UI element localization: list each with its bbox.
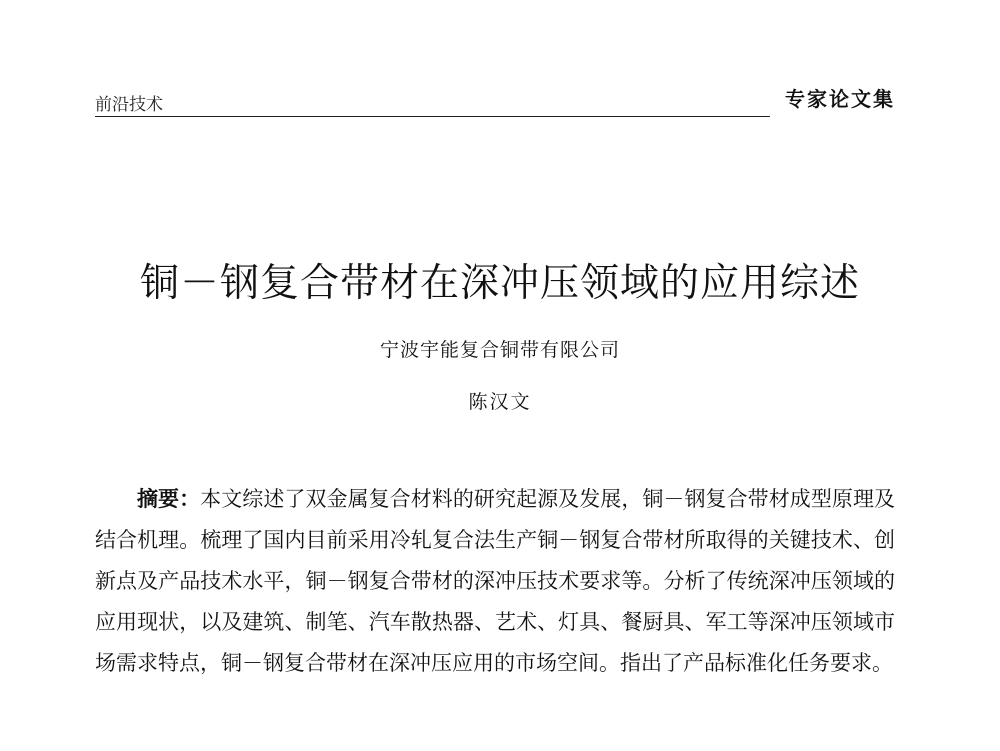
abstract-paragraph: [95, 478, 895, 684]
abstract-label: 摘要：: [137, 486, 201, 511]
article-title: 铜－钢复合带材在深冲压领域的应用综述: [139, 261, 860, 306]
author-affiliation: 宁波宇能复合铜带有限公司: [379, 339, 620, 361]
section-label: 前沿技术: [95, 95, 163, 115]
header-divider: [95, 116, 770, 117]
series-label: 专家论文集: [785, 87, 895, 111]
abstract-text: 本文综述了双金属复合材料的研究起源及发展，铜－钢复合带材成型原理及结合机理。梳理了国内目前采用冷轧复合法生产铜－钢复合带材所取得的关键技术、创新点及产品技术水平，铜－钢复合带材的深冲压技术要求等。分析了传统深冲压领域的应用现状，以及建筑、制笔、汽车散热器、艺术、灯具、餐厨具、军工等深冲压领域市场需求特点，铜－钢复合带材在深冲压应用的市场空间。指出了产品标准化任务要求。: [95, 487, 895, 675]
author-name: 陈汉文: [468, 391, 532, 413]
